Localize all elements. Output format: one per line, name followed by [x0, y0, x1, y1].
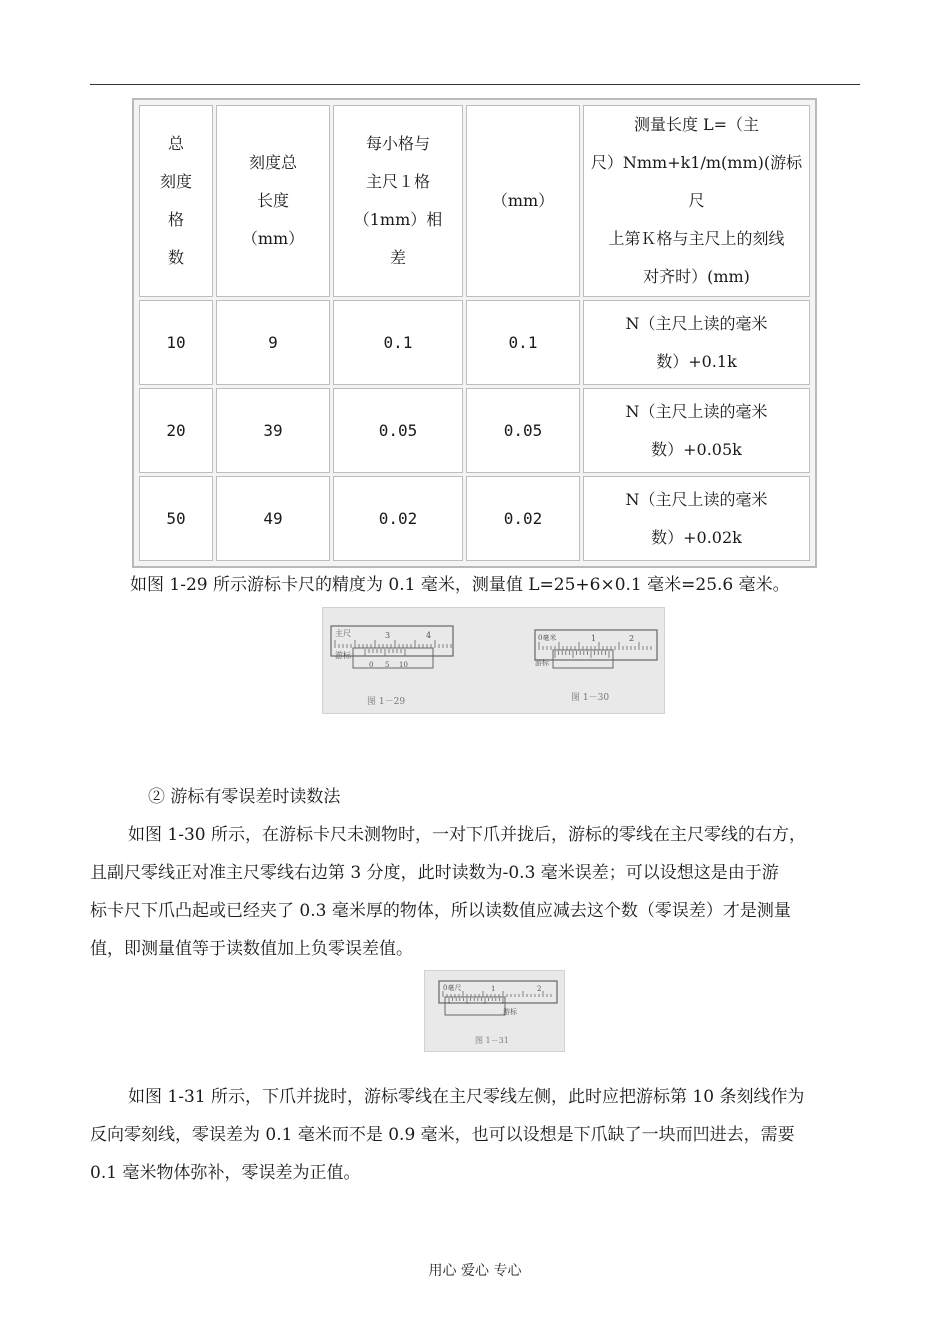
fig-c-tick-label: 2: [537, 985, 542, 993]
header-precision: [466, 105, 580, 297]
fig-a-vernier-label: 游标: [335, 651, 351, 660]
section-heading: [148, 778, 848, 816]
heading-text: ② 游标有零误差时读数法: [148, 787, 341, 807]
header-text: 长度: [256, 191, 289, 210]
formula-line: N（主尺上读的毫米: [625, 489, 768, 509]
formula-line: N（主尺上读的毫米: [625, 313, 768, 333]
formula-line: 数）+0.1k: [656, 351, 737, 371]
figure-1-29-1-30: [322, 607, 665, 714]
formula-line: 数）+0.05k: [651, 439, 742, 459]
cell-precision: 0.02: [466, 476, 580, 561]
fig-a-vtick-label: 5: [385, 661, 390, 669]
text-line: 0.1 毫米物体弥补，零误差为正值。: [90, 1163, 361, 1183]
fig-a-tick-label: 4: [426, 631, 432, 640]
fig-a-tick-label: 3: [385, 631, 391, 640]
table-row: [139, 300, 810, 385]
cell-diff: 0.05: [333, 388, 463, 473]
cell-precision: 0.05: [466, 388, 580, 473]
fig-c-tick-label: 1: [491, 985, 496, 993]
fig-b-main-label: 0毫米: [538, 634, 557, 642]
vernier-diagrams-svg: [323, 608, 664, 713]
text-line: 如图 1-30 所示，在游标卡尺未测物时，一对下爪并拢后，游标的零线在主尺零线的右方，: [128, 825, 806, 845]
fig-b-tick-label: 2: [629, 634, 635, 643]
cell-formula: [583, 388, 810, 473]
vernier-caliper-1-30: [535, 630, 657, 703]
formula-line: N（主尺上读的毫米: [625, 401, 768, 421]
cell-divisions: 50: [139, 476, 213, 561]
fig-b-tick-label: 1: [591, 634, 597, 643]
header-total-divisions: [139, 105, 213, 297]
formula-line: 数）+0.02k: [651, 527, 742, 547]
text-line: 值，即测量值等于读数值加上负零误差值。: [90, 939, 413, 959]
fig-c-caption: 图 1－31: [475, 1036, 509, 1045]
table-row: [139, 476, 810, 561]
fig-a-main-label: 主尺: [335, 629, 351, 638]
cell-precision: 0.1: [466, 300, 580, 385]
header-text: 上第Ｋ格与主尺上的刻线: [608, 229, 785, 248]
text-line: 反向零刻线，零误差为 0.1 毫米而不是 0.9 毫米，也可以设想是下爪缺了一块而凹进去，需要: [90, 1125, 795, 1145]
header-text: 尺）Nmm+k1/m(mm)(游标尺: [590, 153, 803, 210]
fig-a-vtick-label: 10: [399, 661, 408, 669]
vernier-spec-table: [132, 98, 817, 568]
paragraph-zero-error: [90, 816, 865, 968]
cell-formula: [583, 300, 810, 385]
text-line: 标卡尺下爪凸起或已经夹了 0.3 毫米厚的物体，所以读数值应减去这个数（零误差）才是测量: [90, 901, 791, 921]
header-text: 每小格与: [365, 134, 430, 153]
header-text: （1mm）相: [353, 210, 443, 229]
header-formula: [583, 105, 810, 297]
text-line: 如图 1-29 所示游标卡尺的精度为 0.1 毫米，测量值 L=25+6×0.1 毫米=25.6 毫米。: [130, 575, 790, 595]
table-header-row: [139, 105, 810, 297]
cell-length: 9: [216, 300, 330, 385]
fig-a-caption: 图 1－29: [367, 697, 406, 707]
paragraph-fig-1-29: [130, 566, 865, 604]
cell-divisions: 20: [139, 388, 213, 473]
cell-divisions: 10: [139, 300, 213, 385]
header-text: 总: [167, 134, 184, 153]
cell-diff: 0.02: [333, 476, 463, 561]
text-line: 如图 1-31 所示，下爪并拢时，游标零线在主尺零线左侧，此时应把游标第 10 条刻线作为: [128, 1087, 805, 1107]
header-rule: [90, 84, 860, 85]
cell-formula: [583, 476, 810, 561]
header-text: 主尺１格: [365, 172, 430, 191]
table-row: [139, 388, 810, 473]
fig-c-main-label: 0毫尺: [443, 984, 462, 992]
header-text: 测量长度 L=（主: [633, 115, 760, 134]
cell-length: 39: [216, 388, 330, 473]
figure-1-31: [424, 970, 565, 1052]
header-text: 差: [389, 248, 406, 267]
header-text: 刻度: [159, 172, 192, 191]
fig-a-vtick-label: 0: [369, 661, 374, 669]
header-text: （mm）: [241, 229, 305, 248]
header-total-length: [216, 105, 330, 297]
header-text: 数: [167, 248, 184, 267]
cell-length: 49: [216, 476, 330, 561]
header-text: 刻度总: [248, 153, 297, 172]
cell-diff: 0.1: [333, 300, 463, 385]
fig-b-vernier-label: 游标: [535, 659, 549, 667]
header-text: （mm）: [491, 191, 555, 210]
page-footer: 用心 爱心 专心: [428, 1263, 522, 1279]
fig-c-vernier-label: 游标: [503, 1008, 517, 1016]
vernier-caliper-1-29: [331, 626, 453, 707]
paragraph-fig-1-31: [90, 1078, 865, 1192]
header-text: 对齐时）(mm): [643, 267, 750, 286]
text-line: 且副尺零线正对准主尺零线右边第 3 分度，此时读数为-0.3 毫米误差；可以设想这是由于游: [90, 863, 779, 883]
header-difference: [333, 105, 463, 297]
header-text: 格: [167, 210, 184, 229]
vernier-diagram-1-31-svg: [425, 971, 564, 1051]
fig-b-caption: 图 1－30: [571, 693, 610, 703]
